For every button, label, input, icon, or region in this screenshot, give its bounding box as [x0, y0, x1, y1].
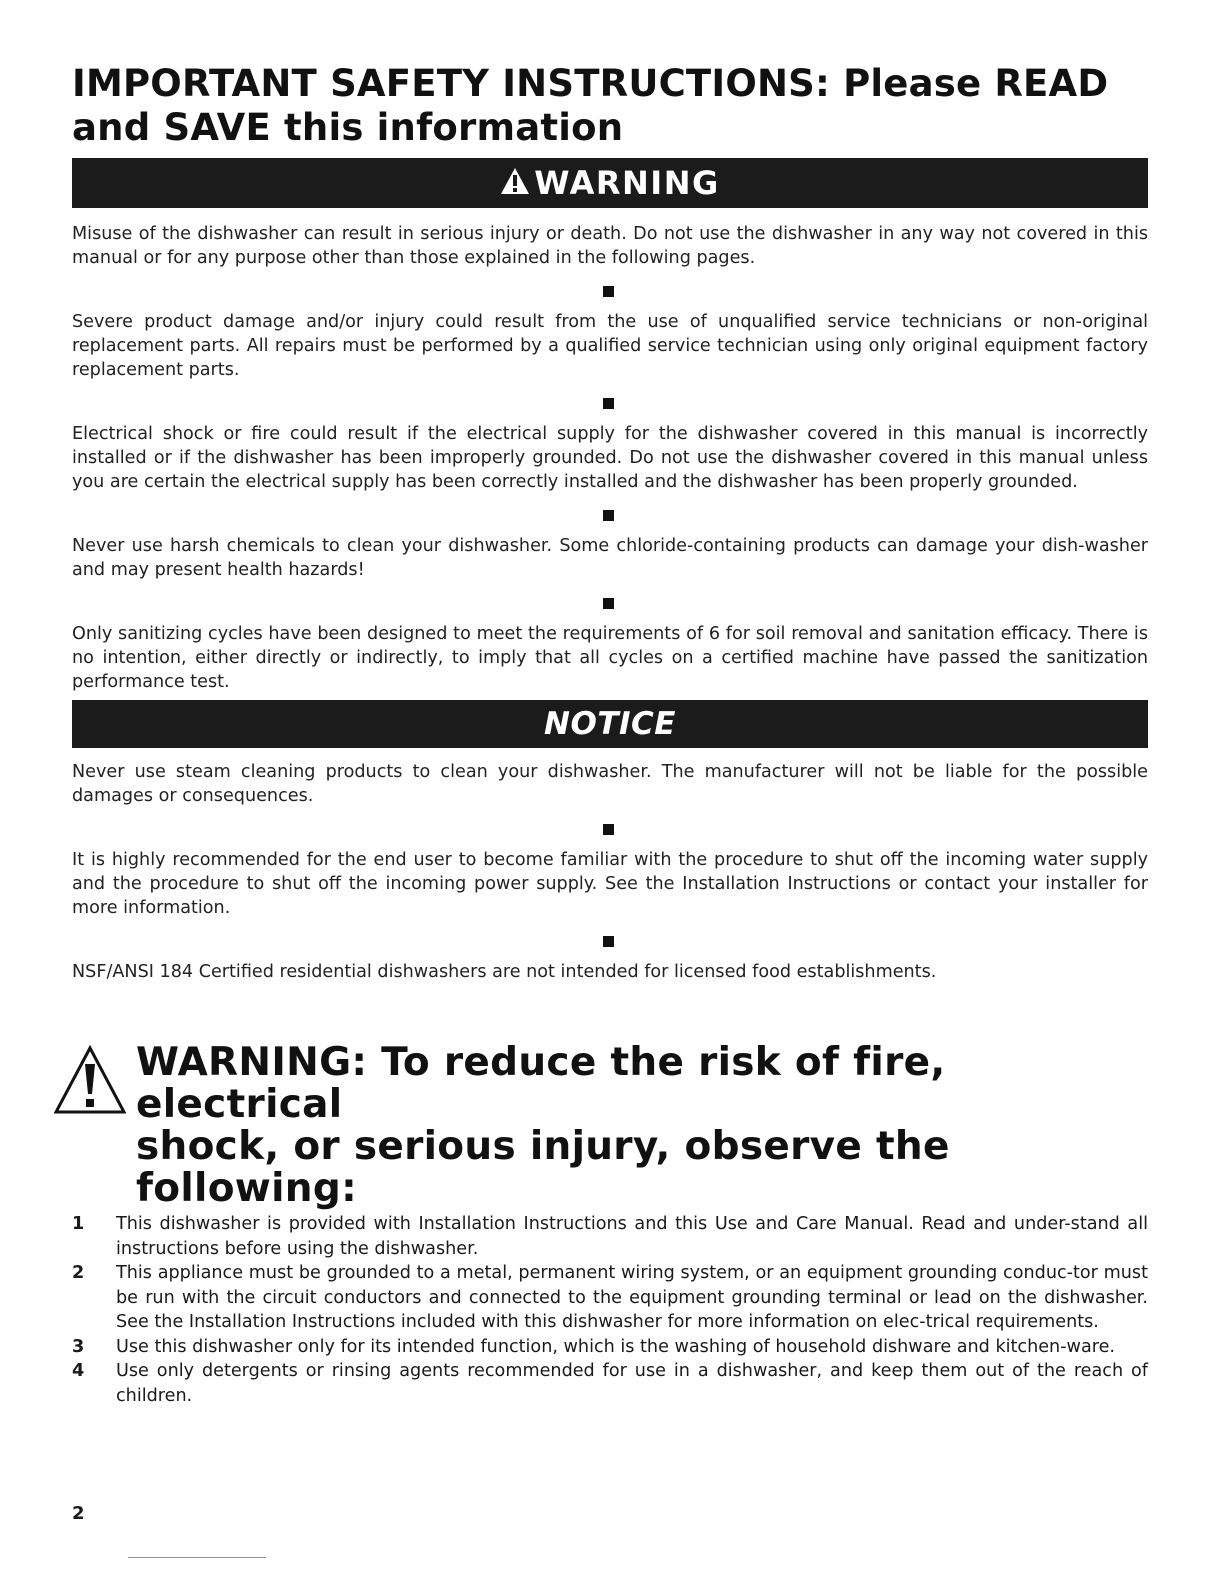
warning-section-title-line-1: WARNING: To reduce the risk of fire, electrical — [136, 1040, 946, 1127]
warning-section-title-line-2: shock, or serious injury, observe the following: — [136, 1124, 950, 1211]
notice-paragraph-2: It is highly recommended for the end user to become familiar with the procedure to shut off the incoming water supply and the procedure to shut off the incoming power supply. See the Installation Instructions or contact your installer for more information. — [72, 850, 1148, 918]
notice-paragraph-1: Never use steam cleaning products to clean your dishwasher. The manufacturer will not be liable for the possible damages or consequences. — [72, 762, 1148, 806]
list-item-number: 3 — [72, 1336, 85, 1357]
bullet-square-icon — [603, 510, 614, 521]
list-item — [72, 1359, 1148, 1408]
notice-banner — [72, 700, 1148, 748]
notice-paragraph-3: NSF/ANSI 184 Certified residential dishwashers are not intended for licensed food establishments. — [72, 962, 937, 982]
warning-paragraph-3: Electrical shock or fire could result if the electrical supply for the dishwasher covered in this manual is incorrectly installed or if the dishwasher has been improperly grounded. Do not use the dishwasher covered in this manual unless you are certain the electrical supply has been correctly installed and the dishwasher has been properly grounded. — [72, 424, 1148, 492]
bullet-square-icon — [603, 824, 614, 835]
list-item-number: 1 — [72, 1214, 85, 1234]
page-title-line-2: and SAVE this information — [72, 106, 624, 149]
warning-banner-label: WARNING — [534, 164, 720, 202]
warning-section-title — [136, 1042, 1148, 1210]
separator — [72, 920, 1148, 960]
warning-paragraph-5: Only sanitizing cycles have been designed to meet the requirements of 6 for soil removal and sanitation efficacy. There is no intention, either directly or indirectly, to imply that all cycles on a certified machine have passed the sanitization performance test. — [72, 624, 1148, 692]
separator — [72, 270, 1148, 310]
list-item-text: This appliance must be grounded to a metal, permanent wiring system, or an equipment grounding conduc-tor must be run with the circuit conductors and connected to the equipment grounding terminal or lead on the dishwasher. See the Installation Instructions included with this dishwasher for more information on elec-trical requirements. — [116, 1263, 1148, 1332]
list-item — [72, 1212, 1148, 1261]
bullet-square-icon — [603, 286, 614, 297]
list-item-number: 4 — [72, 1361, 85, 1381]
warning-banner — [72, 158, 1148, 208]
page-content — [72, 62, 1148, 1408]
page-number: 2 — [72, 1503, 85, 1524]
warning-triangle-icon — [500, 167, 530, 195]
instruction-list — [72, 1212, 1148, 1408]
list-item-text: Use only detergents or rinsing agents recommended for use in a dishwasher, and keep them out of the reach of children. — [116, 1361, 1148, 1406]
warning-paragraph-1: Misuse of the dishwasher can result in serious injury or death. Do not use the dishwasher in any way not covered in this manual or for any purpose other than those explained in the following pages. — [72, 224, 1148, 268]
warning-section — [72, 1042, 1148, 1210]
list-item — [72, 1335, 1148, 1360]
footer-divider — [128, 1557, 266, 1558]
separator — [72, 582, 1148, 622]
page-title-line-1: IMPORTANT SAFETY INSTRUCTIONS: Please READ — [72, 62, 1109, 105]
warning-paragraph-4: Never use harsh chemicals to clean your dishwasher. Some chloride-containing products can damage your dish-washer and may present health hazards! — [72, 536, 1148, 580]
separator — [72, 494, 1148, 534]
notice-banner-label: NOTICE — [544, 706, 676, 742]
bullet-square-icon — [603, 936, 614, 947]
list-item-number: 2 — [72, 1263, 85, 1283]
separator — [72, 808, 1148, 848]
bullet-square-icon — [603, 598, 614, 609]
warning-triangle-icon — [54, 1044, 126, 1116]
list-item-text: Use this dishwasher only for its intended function, which is the washing of household dishware and kitchen-ware. — [116, 1336, 1115, 1357]
page-title — [72, 62, 1148, 150]
list-item — [72, 1261, 1148, 1335]
separator — [72, 382, 1148, 422]
bullet-square-icon — [603, 398, 614, 409]
list-item-text: This dishwasher is provided with Installation Instructions and this Use and Care Manual. Read and under-stand all instructions before using the dishwasher. — [116, 1214, 1148, 1259]
warning-paragraph-2: Severe product damage and/or injury could result from the use of unqualified service technicians or non-original replacement parts. All repairs must be performed by a qualified service technician using only original equipment factory replacement parts. — [72, 312, 1148, 380]
